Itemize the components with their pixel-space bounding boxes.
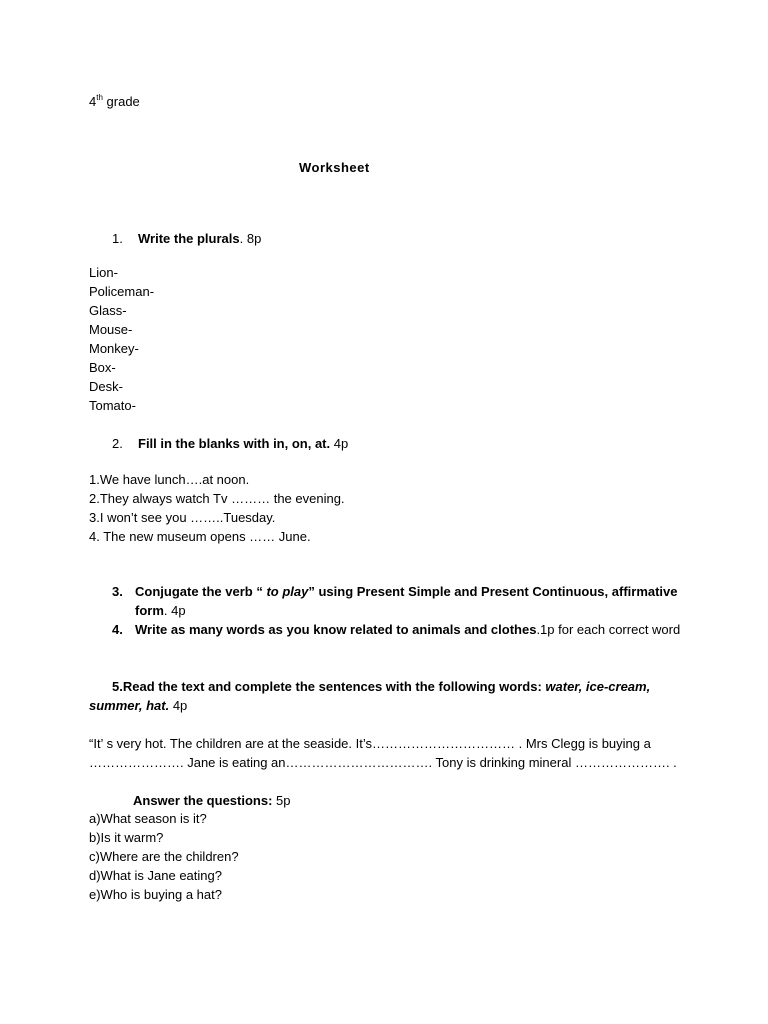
plurals-list [89,263,154,415]
question-item: b)Is it warm? [89,830,164,845]
page-title: Worksheet [299,160,370,175]
question-2-heading [112,434,348,453]
question-1-points: . 8p [239,231,262,246]
answer-title: Answer the questions: [133,793,273,808]
question-5-title: Read the text and complete the sentences with the following words: [122,679,546,694]
question-2-points: 4p [330,436,349,451]
question-3-part2: ” using Present Simple and Present Continuous, affirmative form [135,584,678,618]
plural-word: Monkey- [89,341,139,356]
answer-heading [133,791,291,810]
grade-ordinal: th [96,93,103,102]
question-4-number: 4. [112,622,123,637]
blank-sentence: 1.We have lunch….at noon. [89,472,250,487]
plural-word: Glass- [89,303,127,318]
question-5-number: 5. [112,679,123,694]
question-1-title: Write the plurals [138,231,240,246]
questions-list [89,809,239,904]
question-4 [112,620,712,639]
question-4-title: Write as many words as you know related to animals and clothes [135,622,537,637]
grade-number: 4 [89,94,97,109]
question-2-title: Fill in the blanks with in, on, at. [138,436,331,451]
blank-sentence: 2.They always watch Tv ……… the evening. [89,491,345,506]
question-3-number: 3. [112,584,123,599]
blank-sentence: 3.I won’t see you ……..Tuesday. [89,510,276,525]
plural-word: Lion- [89,265,118,280]
question-1-heading [112,229,261,248]
grade-word: grade [106,94,140,109]
grade-label [89,92,140,111]
question-4-points: .1p for each correct word [536,622,681,637]
reading-text: “It’ s very hot. The children are at the seaside. It’s…………………………… . Mrs Clegg is buying a …………………. Jane is eating an……………………………. Tony is drinking mineral …………………. . [89,736,677,770]
answer-points: 5p [272,793,291,808]
question-3-part1: Conjugate the verb “ [135,584,267,599]
plural-word: Box- [89,360,116,375]
plural-word: Tomato- [89,398,136,413]
question-item: c)Where are the children? [89,849,239,864]
question-5-words: water, ice-cream, summer, hat. [89,679,651,713]
plural-word: Desk- [89,379,123,394]
question-item: e)Who is buying a hat? [89,887,222,902]
plural-word: Policeman- [89,284,155,299]
plural-word: Mouse- [89,322,133,337]
blank-sentence: 4. The new museum opens …… June. [89,529,311,544]
question-1-number: 1. [112,231,123,246]
question-2-number: 2. [112,436,123,451]
question-3-verb: to play [266,584,309,599]
question-item: d)What is Jane eating? [89,868,222,883]
question-5-points: 4p [169,698,188,713]
question-item: a)What season is it? [89,811,207,826]
fill-blanks-list [89,470,345,546]
question-3 [112,582,712,620]
question-5 [89,677,689,715]
question-3-points: . 4p [163,603,186,618]
